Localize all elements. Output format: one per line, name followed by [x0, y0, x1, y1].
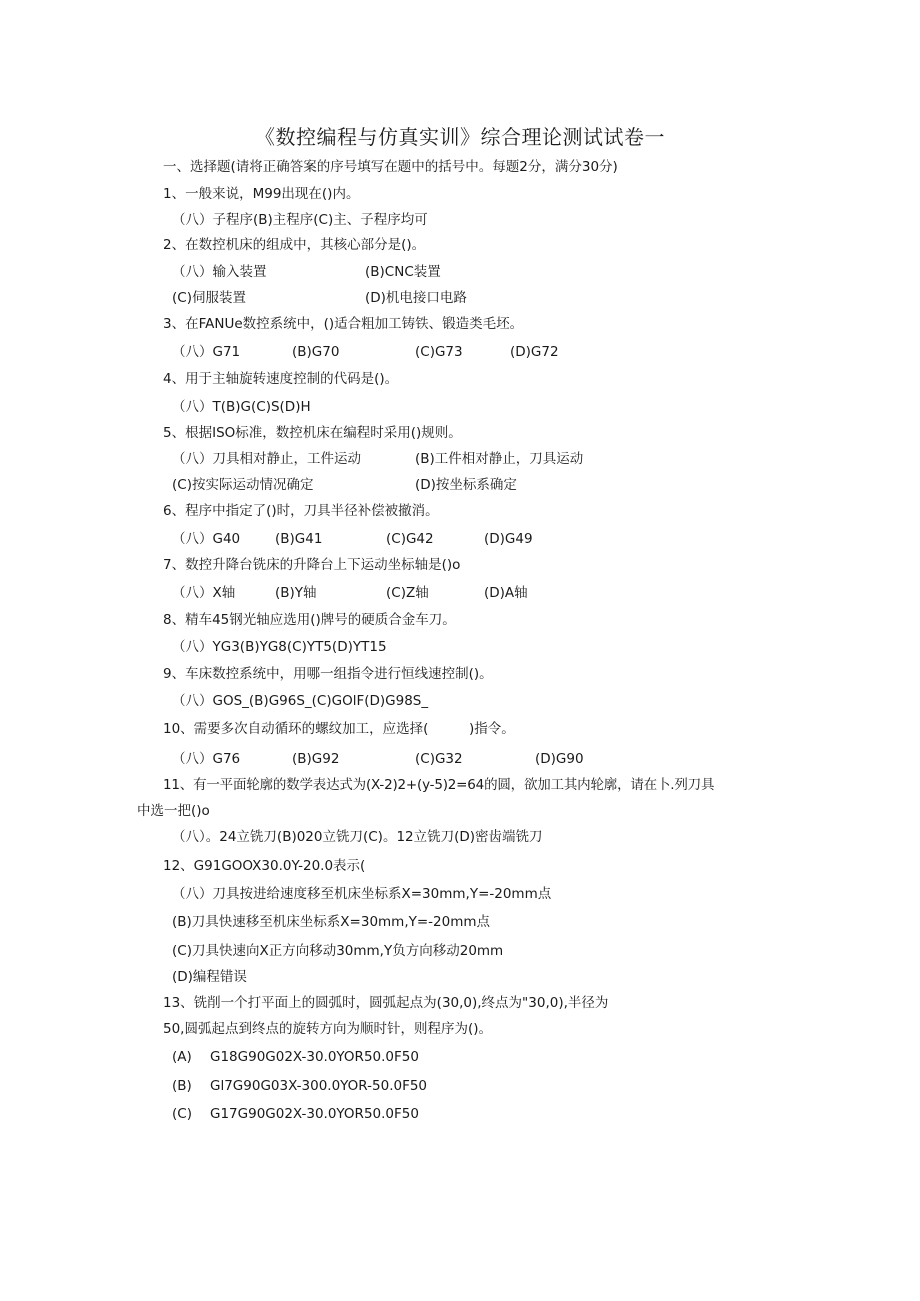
- question-5-option-c: (C)按实际运动情况确定: [172, 477, 314, 493]
- question-13-option-b-code: Gl7G90G03X-300.0YOR-50.0F50: [210, 1078, 428, 1094]
- question-13-stem-line2: 50,圆弧起点到终点的旋转方向为顺时针，则程序为()。: [163, 1021, 493, 1037]
- question-5-option-b: (B)工件相对静止，刀具运动: [415, 451, 584, 467]
- question-7-option-b: (B)Y轴: [275, 585, 317, 601]
- page-title: 《数控编程与仿真实训》综合理论测试试卷一: [255, 125, 665, 149]
- question-7-option-d: (D)A轴: [484, 585, 528, 601]
- question-2-option-d: (D)机电接口电路: [365, 290, 467, 306]
- question-1-stem: 1、一般来说，M99出现在()内。: [163, 186, 360, 202]
- question-8-options: （八）YG3(B)YG8(C)YT5(D)YT15: [172, 639, 387, 655]
- question-2-stem: 2、在数控机床的组成中，其核心部分是()。: [163, 237, 426, 253]
- question-10-option-d: (D)G90: [535, 751, 584, 767]
- question-13-option-c-label: (C): [172, 1106, 192, 1122]
- question-13-option-a-label: (A): [172, 1049, 192, 1065]
- question-3-option-d: (D)G72: [510, 344, 559, 360]
- question-13-option-a-code: G18G90G02X-30.0YOR50.0F50: [210, 1049, 419, 1065]
- question-10-option-c: (C)G32: [415, 751, 463, 767]
- question-2-option-b: (B)CNC装置: [365, 264, 441, 280]
- question-6-stem: 6、程序中指定了()时，刀具半径补偿被撤消。: [163, 503, 439, 519]
- question-7-option-a: （八）X轴: [172, 585, 236, 601]
- question-13-stem-line1: 13、铣削一个打平面上的圆弧时，圆弧起点为(30,0),终点为"30,0),半径为: [163, 995, 609, 1011]
- question-3-stem: 3、在FANUe数控系统中，()适合粗加工铸铁、锻造类毛坯。: [163, 316, 524, 332]
- question-13-option-b-label: (B): [172, 1078, 192, 1094]
- question-11-stem-line1: 11、有一平面轮廓的数学表达式为(X-2)2+(y-5)2=64的圆，欲加工其内轮廓，请在卜.列刀具: [163, 777, 715, 793]
- question-1-options: （八）子程序(B)主程序(C)主、子程序均可: [172, 212, 428, 228]
- question-11-stem-line2: 中选一把()o: [137, 803, 210, 819]
- question-10-option-b: (B)G92: [292, 751, 340, 767]
- question-10-stem: 10、需要多次自动循环的螺纹加工，应选择( )指令。: [163, 721, 515, 737]
- question-2-option-a: （八）输入装置: [172, 264, 267, 280]
- question-7-option-c: (C)Z轴: [386, 585, 429, 601]
- question-2-option-c: (C)伺服装置: [172, 290, 246, 306]
- question-3-option-a: （八）G71: [172, 344, 241, 360]
- question-5-option-d: (D)按坐标系确定: [415, 477, 517, 493]
- question-12-stem: 12、G91GOOX30.0Y-20.0表示(: [163, 858, 366, 874]
- question-12-option-c: (C)刀具快速向X正方向移动30mm,Y负方向移动20mm: [172, 943, 504, 959]
- question-12-option-b: (B)刀具快速移至机床坐标系X=30mm,Y=-20mm点: [172, 914, 491, 930]
- question-11-options: （八）。24立铣刀(B)020立铣刀(C)。12立铣刀(D)密齿端铣刀: [172, 829, 543, 845]
- question-7-stem: 7、数控升降台铣床的升降台上下运动坐标轴是()o: [163, 557, 461, 573]
- question-13-option-c-code: G17G90G02X-30.0YOR50.0F50: [210, 1106, 419, 1122]
- question-12-option-a: （八）刀具按进给速度移至机床坐标系X=30mm,Y=-20mm点: [172, 886, 552, 902]
- question-8-stem: 8、精车45钢光轴应选用()牌号的硬质合金车刀。: [163, 612, 456, 628]
- question-9-stem: 9、车床数控系统中，用哪一组指令进行恒线速控制()。: [163, 666, 493, 682]
- question-4-stem: 4、用于主轴旋转速度控制的代码是()。: [163, 371, 399, 387]
- question-4-options: （八）T(B)G(C)S(D)H: [172, 399, 311, 415]
- question-6-option-d: (D)G49: [484, 531, 533, 547]
- question-10-option-a: （八）G76: [172, 751, 241, 767]
- question-6-option-c: (C)G42: [386, 531, 434, 547]
- section-heading: 一、选择题(请将正确答案的序号填写在题中的括号中。每题2分，满分30分): [163, 159, 618, 175]
- question-5-stem: 5、根据ISO标准，数控机床在编程时采用()规则。: [163, 425, 462, 441]
- question-9-options: （八）GOS_(B)G96S_(C)GOlF(D)G98S_: [172, 693, 429, 709]
- question-12-option-d: (D)编程错误: [172, 969, 247, 985]
- question-5-option-a: （八）刀具相对静止，工件运动: [172, 451, 361, 467]
- question-6-option-b: (B)G41: [275, 531, 323, 547]
- question-6-option-a: （八）G40: [172, 531, 241, 547]
- question-3-option-c: (C)G73: [415, 344, 463, 360]
- question-3-option-b: (B)G70: [292, 344, 340, 360]
